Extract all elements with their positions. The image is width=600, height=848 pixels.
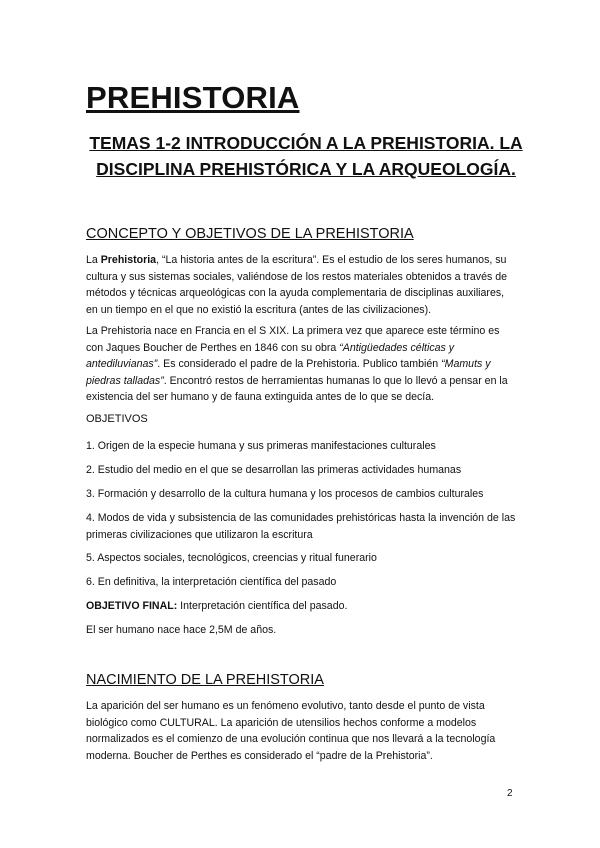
term-prehistoria: Prehistoria — [100, 254, 157, 266]
page-number: 2 — [507, 788, 513, 799]
objectives-label: OBJETIVOS — [86, 413, 148, 425]
final-objective: OBJETIVO FINAL: Interpretación científica del pasado. — [86, 600, 348, 612]
work-title-mamuts: “Mamuts y piedras talladas” — [86, 358, 491, 387]
paragraph-definition: La Prehistoria, “La historia antes de la escritura”. Es el estudio de los seres humanos, su cultura y sus sistemas sociales, valiéndose de los restos materiales obtenidos a través de métodos y técnicas arqueológicas con la ayuda complementaria de disciplinas auxiliares, en un tiempo en el que no existió la escritura (antes de las civilizaciones). — [86, 254, 508, 316]
objective-item: 1. Origen de la especie humana y sus primeras manifestaciones culturales — [86, 440, 436, 452]
objective-item: 6. En definitiva, la interpretación científica del pasado — [86, 576, 337, 588]
objective-item: 4. Modos de vida y subsistencia de las comunidades prehistóricas hasta la invención de las primeras civilizaciones que utilizaron la escritura — [86, 512, 516, 541]
section-heading-concepto: CONCEPTO Y OBJETIVOS DE LA PREHISTORIA — [86, 226, 414, 242]
section-heading-nacimiento: NACIMIENTO DE LA PREHISTORIA — [86, 672, 324, 688]
paragraph-origin: La Prehistoria nace en Francia en el S XIX. La primera vez que aparece este término es con Jaques Boucher de Perthes en 1846 con su obra “Antigüedades célticas y antediluvianas”. Es considerado el padre de la Prehistoria. Publico también “Mamuts y piedras talladas”. Encontró restos de herramientas humanas lo que lo llevó a pensar en la existencia del ser humano y de fauna extinguida antes de lo que se decía. — [86, 325, 508, 403]
paragraph-nacimiento: La aparición del ser humano es un fenómeno evolutivo, tanto desde el punto de vista biológico como CULTURAL. La aparición de utensilios hechos conforme a modelos normalizados es el comienzo de una evolución continua que nos llevará a la tecnología moderna. Boucher de Perthes es considerado el “padre de la Prehistoria”. — [86, 700, 496, 762]
closing-sentence: El ser humano nace hace 2,5M de años. — [86, 624, 277, 636]
document-subtitle: TEMAS 1-2 INTRODUCCIÓN A LA PREHISTORIA. LA DISCIPLINA PREHISTÓRICA Y LA ARQUEOLOGÍA. — [89, 133, 523, 179]
work-title-antiguedades: “Antigüedades célticas y antediluvianas” — [86, 341, 455, 370]
objective-item: 3. Formación y desarrollo de la cultura humana y los procesos de cambios culturales — [86, 488, 484, 500]
document-title: PREHISTORIA — [86, 80, 300, 115]
objective-item: 2. Estudio del medio en el que se desarrollan las primeras actividades humanas — [86, 464, 462, 476]
objective-item: 5. Aspectos sociales, tecnológicos, creencias y ritual funerario — [86, 552, 377, 564]
final-objective-label: OBJETIVO FINAL: — [86, 600, 178, 612]
